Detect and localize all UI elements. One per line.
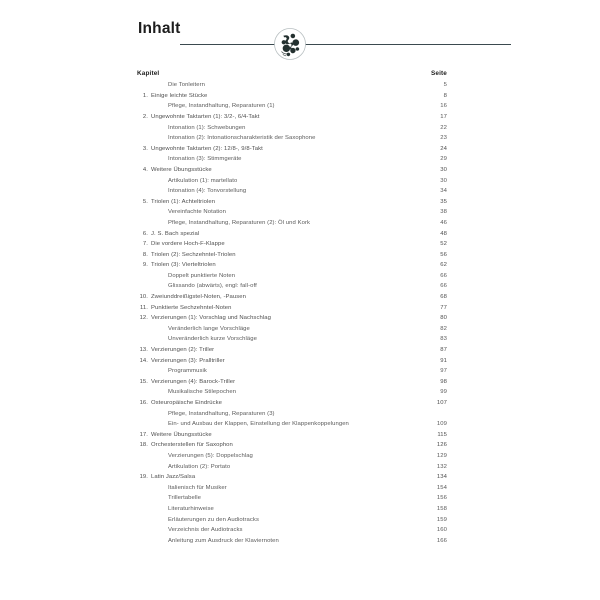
toc-entry-label: Doppelt punktierte Noten — [168, 272, 236, 279]
toc-entry-number: 6. — [142, 230, 148, 237]
toc-entry[interactable] — [137, 462, 447, 473]
toc-entry[interactable] — [137, 313, 447, 324]
toc-entry-page: 22 — [440, 124, 447, 131]
toc-entry-page: 166 — [436, 537, 447, 544]
toc-entry-page: 66 — [440, 283, 447, 290]
toc-entry-page: 83 — [440, 336, 447, 343]
toc-entry-label: Verzierungen (5): Doppelschlag — [168, 452, 253, 459]
toc-entry-label: Triolen (2): Sechzehntel-Triolen — [151, 251, 236, 258]
toc-entry[interactable] — [137, 80, 447, 91]
toc-entry-page: 30 — [440, 177, 447, 184]
toc-entry-page: 99 — [440, 389, 447, 396]
toc-entry-label: Vereinfachte Notation — [168, 209, 227, 216]
toc-entry-label: Glissando (abwärts), engl: fall-off — [168, 283, 257, 290]
toc-entry-page: 154 — [436, 484, 447, 491]
toc-entry[interactable] — [137, 324, 447, 335]
toc-entry[interactable] — [137, 133, 447, 144]
toc-entry[interactable] — [137, 271, 447, 282]
toc-entry[interactable] — [137, 112, 447, 123]
toc-entry[interactable] — [137, 91, 447, 102]
toc-entry-label: Ungewohnte Taktarten (2): 12/8-, 9/8-Takt — [151, 145, 263, 152]
toc-entry[interactable] — [137, 281, 447, 292]
toc-entry[interactable] — [137, 154, 447, 165]
toc-entry-page: 126 — [436, 442, 447, 449]
toc-entry-label: Intonation (2): Intonationscharakteristik der Saxophone — [168, 135, 316, 142]
toc-entry[interactable] — [137, 165, 447, 176]
toc-entry-number: 8. — [142, 251, 148, 258]
toc-entry-number: 14. — [139, 357, 148, 364]
toc-entry-page: 77 — [440, 304, 447, 311]
toc-entry-number: 18. — [139, 442, 148, 449]
toc-entry-page: 56 — [440, 251, 447, 258]
header-rule-right — [336, 44, 511, 45]
toc-entry-page: 107 — [436, 400, 447, 406]
toc-entry[interactable] — [137, 123, 447, 134]
toc-entry-label: Ein- und Ausbau der Klappen, Einstellung der Klappenkoppelungen — [168, 421, 349, 428]
toc-entry[interactable] — [137, 218, 447, 229]
toc-entry[interactable] — [137, 366, 447, 377]
toc-entry[interactable] — [137, 186, 447, 197]
toc-entry-label: Artikulation (1): martellato — [168, 177, 238, 184]
toc-entry[interactable] — [137, 451, 447, 462]
toc-entry-number: 5. — [142, 198, 148, 205]
toc-entry-number: 15. — [139, 378, 148, 385]
toc-entry-label: J. S. Bach spezial — [151, 230, 200, 237]
toc-list — [137, 80, 447, 546]
toc-entry-number: 7. — [142, 241, 148, 248]
toc-entry-number: 3. — [142, 145, 148, 152]
toc-entry-number: 2. — [142, 113, 148, 120]
toc-entry-number: 10. — [139, 294, 148, 301]
toc-entry-label: Anleitung zum Ausdruck der Klaviernoten — [168, 537, 279, 544]
toc-entry-label: Musikalische Stilepochen — [168, 389, 237, 396]
toc-entry-label: Literaturhinweise — [168, 505, 214, 512]
column-header-page: Seite — [430, 70, 447, 77]
toc-entry-label: Veränderlich lange Vorschläge — [168, 325, 250, 332]
toc-entry-page: 132 — [436, 463, 447, 470]
toc-entry[interactable] — [137, 430, 447, 441]
toc-entry-label: Die vordere Hoch-F-Klappe — [151, 241, 225, 248]
toc-entry-page: 62 — [440, 262, 447, 269]
toc-entry-label: Triolen (1): Achteltriolen — [151, 198, 216, 205]
toc-entry-number: 19. — [139, 474, 148, 481]
toc-entry-label: Weitere Übungsstücke — [151, 431, 212, 438]
toc-entry-number: 12. — [139, 315, 148, 322]
toc-entry-number: 13. — [139, 347, 148, 354]
toc-entry-page: 156 — [436, 495, 447, 502]
toc-entry-page: 35 — [440, 198, 447, 205]
toc-entry-page: 16 — [440, 103, 447, 110]
toc-entry-page: 82 — [440, 325, 447, 332]
toc-entry-label: Latin Jazz/Salsa — [151, 474, 196, 481]
toc-entry[interactable] — [137, 101, 447, 112]
toc-entry-number: 17. — [139, 431, 148, 438]
toc-entry-label: Intonation (4): Tonvorstellung — [168, 188, 247, 195]
toc-entry-page: 8 — [443, 92, 447, 99]
toc-entry-label: Osteuropäische Eindrücke — [151, 400, 223, 406]
page-header — [108, 14, 508, 60]
toc-entry-label: Intonation (3): Stimmgeräte — [168, 156, 242, 163]
table-of-contents — [137, 70, 447, 546]
toc-entry-label: Verzierungen (4): Barock-Triller — [151, 378, 236, 385]
page-title: Inhalt — [138, 20, 181, 37]
toc-entry-page: 109 — [436, 421, 447, 428]
toc-entry-page: 160 — [436, 527, 447, 534]
toc-entry-label: Verzeichnis der Audiotracks — [168, 527, 243, 534]
toc-entry-page: 5 — [443, 82, 447, 89]
toc-entry[interactable] — [137, 472, 447, 483]
toc-entry[interactable] — [137, 483, 447, 494]
toc-entry-label: Pflege, Instandhaltung, Reparaturen (3) — [168, 410, 275, 417]
toc-entry-page: 91 — [440, 357, 447, 364]
toc-entry-label: Verzierungen (3): Pralltriller — [151, 357, 225, 364]
toc-entry-page: 66 — [440, 272, 447, 279]
saxophone-medallion-icon — [268, 22, 312, 66]
toc-entry-page: 34 — [440, 188, 447, 195]
toc-entry[interactable] — [137, 515, 447, 526]
toc-entry-label: Verzierungen (1): Vorschlag und Nachschlag — [151, 315, 271, 322]
toc-entry-page: 48 — [440, 230, 447, 237]
toc-entry[interactable] — [137, 176, 447, 187]
toc-entry-page: 30 — [440, 166, 447, 173]
toc-entry[interactable] — [137, 356, 447, 367]
toc-entry[interactable] — [137, 525, 447, 536]
column-header-chapter: Kapitel — [137, 70, 160, 77]
toc-entry-label: Pflege, Instandhaltung, Reparaturen (2): Öl und Kork — [168, 219, 311, 226]
toc-entry-page: 97 — [440, 368, 447, 375]
toc-entry[interactable] — [137, 440, 447, 451]
toc-entry-page: 134 — [436, 474, 447, 481]
toc-entry-label: Italienisch für Musiker — [168, 484, 227, 491]
toc-entry[interactable] — [137, 303, 447, 314]
toc-entry[interactable] — [137, 334, 447, 345]
toc-entry[interactable] — [137, 419, 447, 430]
toc-entry[interactable] — [137, 144, 447, 155]
toc-entry-label: Die Tonleitern — [168, 82, 206, 89]
toc-entry-label: Pflege, Instandhaltung, Reparaturen (1) — [168, 103, 275, 110]
toc-entry-page: 87 — [440, 347, 447, 354]
toc-entry[interactable] — [137, 345, 447, 356]
toc-entry-page: 115 — [437, 431, 447, 438]
toc-entry[interactable] — [137, 250, 447, 261]
toc-entry-label: Programmusik — [168, 368, 207, 375]
toc-entry-page: 159 — [436, 516, 447, 523]
toc-column-headers — [137, 70, 447, 77]
toc-entry-label: Verzierungen (2): Triller — [151, 347, 215, 354]
toc-entry-label: Punktierte Sechzehntel-Noten — [151, 304, 232, 311]
toc-entry-page: 68 — [440, 294, 447, 301]
toc-entry-label: Triolen (3): Vierteltriolen — [151, 262, 216, 269]
toc-entry[interactable] — [137, 260, 447, 271]
toc-entry-label: Unveränderlich kurze Vorschläge — [168, 336, 257, 343]
toc-entry-page: 52 — [440, 241, 447, 248]
toc-entry-page: 38 — [440, 209, 447, 216]
toc-entry[interactable] — [137, 229, 447, 240]
toc-entry-page: 98 — [440, 378, 447, 385]
toc-entry-label: Zweiunddreißigstel-Noten, -Pausen — [151, 294, 246, 301]
toc-entry[interactable] — [137, 398, 447, 409]
toc-entry-number: 16. — [139, 400, 148, 406]
toc-entry[interactable] — [137, 387, 447, 398]
toc-entry[interactable] — [137, 409, 447, 420]
toc-entry-page: 23 — [440, 135, 447, 142]
toc-entry-page: 129 — [436, 452, 447, 459]
toc-entry-page: 158 — [436, 505, 447, 512]
toc-entry[interactable] — [137, 239, 447, 250]
toc-entry-number: 11. — [140, 304, 148, 311]
toc-entry[interactable] — [137, 504, 447, 515]
toc-entry-page: 80 — [440, 315, 447, 322]
toc-entry-label: Artikulation (2): Portato — [168, 463, 231, 470]
toc-entry-label: Einige leichte Stücke — [151, 92, 208, 99]
toc-entry-number: 9. — [142, 262, 148, 269]
toc-entry-label: Intonation (1): Schwebungen — [168, 124, 246, 131]
toc-entry[interactable] — [137, 197, 447, 208]
toc-entry[interactable] — [137, 292, 447, 303]
toc-entry[interactable] — [137, 536, 447, 547]
toc-entry[interactable] — [137, 493, 447, 504]
toc-entry[interactable] — [137, 377, 447, 388]
toc-entry-label: Ungewohnte Taktarten (1): 3/2-, 6/4-Takt — [151, 113, 260, 120]
toc-entry-number: 4. — [142, 166, 148, 173]
toc-entry-number: 1. — [142, 92, 148, 99]
toc-entry-page: 24 — [440, 145, 447, 152]
toc-entry-label: Weitere Übungsstücke — [151, 166, 212, 173]
toc-entry-page: 29 — [440, 156, 447, 163]
toc-entry-label: Erläuterungen zu den Audiotracks — [168, 516, 259, 523]
toc-entry-page: 46 — [440, 219, 447, 226]
toc-entry-label: Trillertabelle — [168, 495, 201, 502]
toc-entry[interactable] — [137, 207, 447, 218]
toc-entry-page: 17 — [440, 113, 447, 120]
toc-entry-label: Orchesterstellen für Saxophon — [151, 442, 233, 449]
